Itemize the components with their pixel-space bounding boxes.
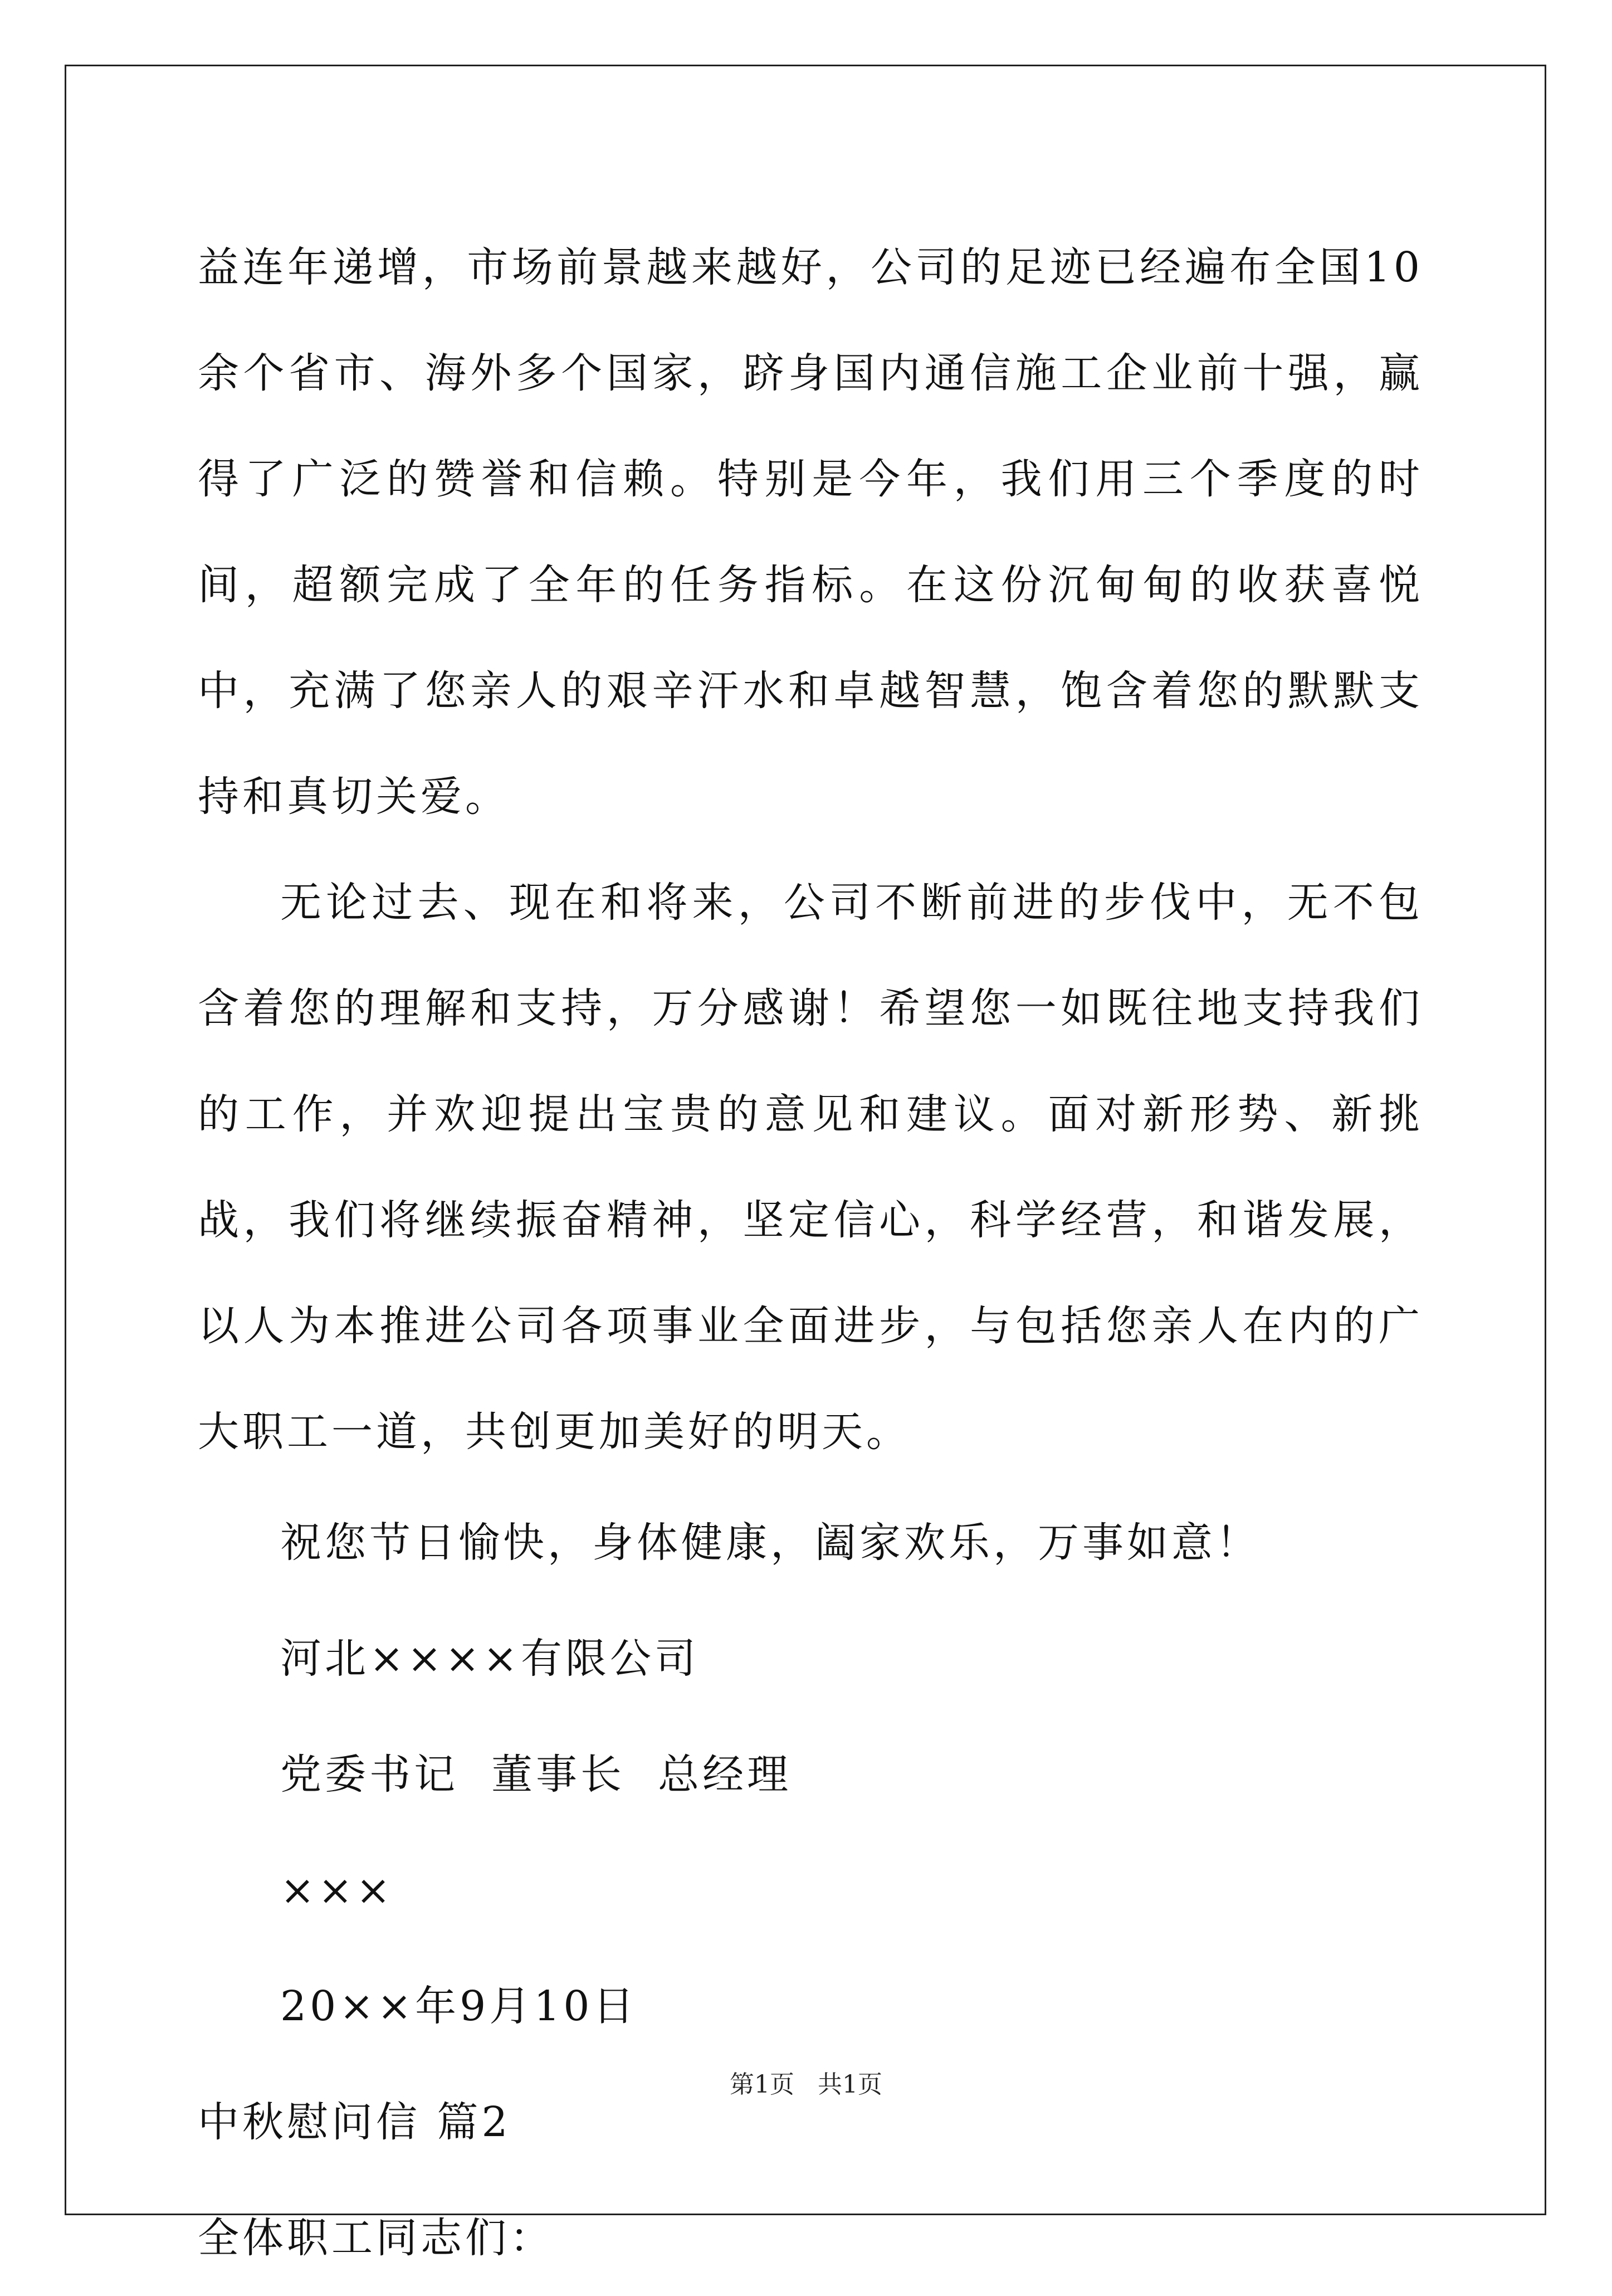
paragraph-2: 无论过去、现在和将来，公司不断前进的步伐中，无不包含着您的理解和支持，万分感谢！希望您一如既往地支持我们的工作，并欢迎提出宝贵的意见和建议。面对新形势、新挑战，我们将继续振奋精神，坚定信心，科学经营，和谐发展，以人为本推进公司各项事业全面进步，与包括您亲人在内的广大职工一道，共创更加美好的明天。 bbox=[198, 879, 1423, 1456]
paragraph-1: 益连年递增，市场前景越来越好，公司的足迹已经遍布全国10余个省市、海外多个国家，跻身国内通信施工企业前十强，赢得了广泛的赞誉和信赖。特别是今年，我们用三个季度的时间，超额完成了全年的任务指标。在这份沉甸甸的收获喜悦中，充满了您亲人的艰辛汗水和卓越智慧，饱含着您的默默支持和真切关爱。 bbox=[198, 243, 1423, 821]
document-body bbox=[198, 215, 1423, 2296]
salutation: 全体职工同志们： bbox=[198, 2214, 554, 2262]
signer-name: ××× bbox=[280, 1866, 394, 1914]
company-name: 河北××××有限公司 bbox=[280, 1635, 700, 1683]
page-footer: 第1页 共1页 bbox=[730, 2070, 882, 2099]
signer-positions: 党委书记 董事长 总经理 bbox=[280, 1751, 792, 1798]
closing-wishes: 祝您节日愉快，身体健康，阖家欢乐，万事如意！ bbox=[280, 1519, 1261, 1567]
letter-date: 20××年9月10日 bbox=[280, 1982, 638, 2030]
next-letter-title: 中秋慰问信 篇2 bbox=[198, 2098, 511, 2146]
